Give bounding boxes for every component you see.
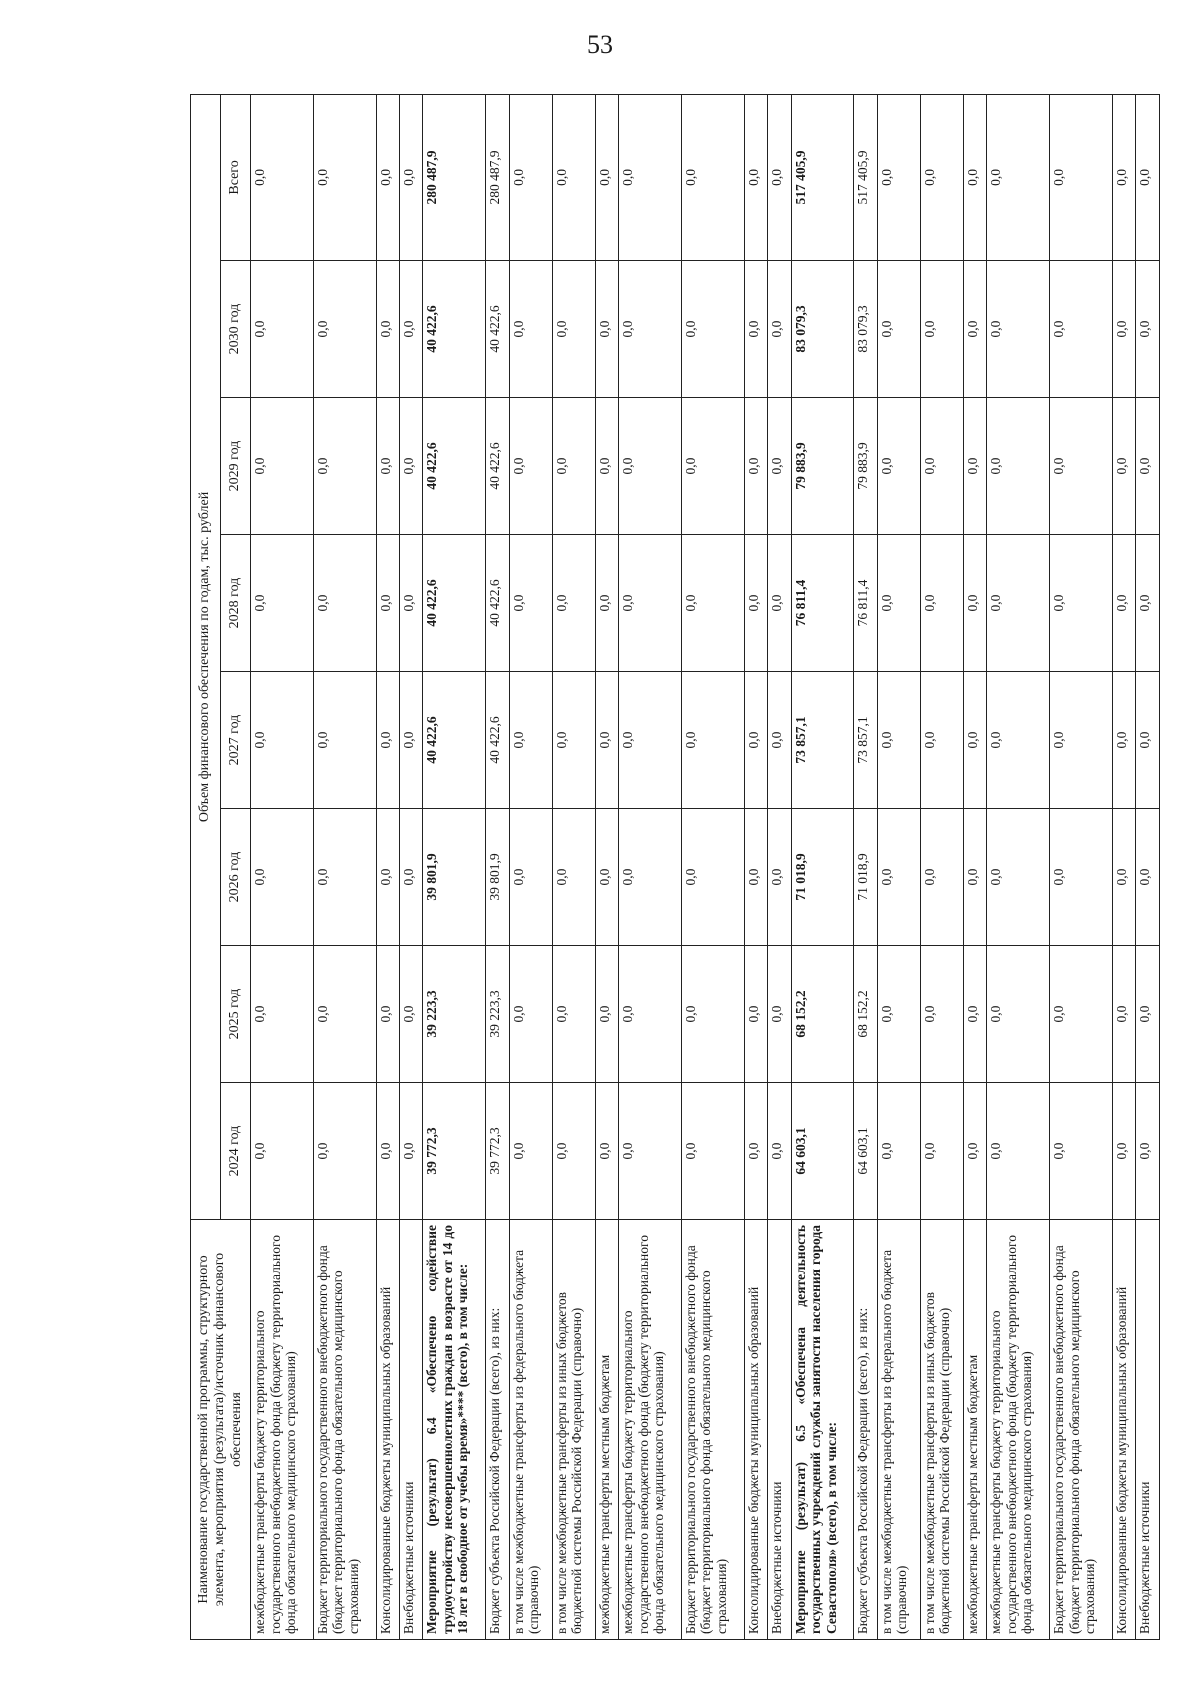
row-label: Бюджет субъекта Российской Федерации (всего), из них: [486,1220,509,1640]
cell-value: 40 422,6 [423,672,486,809]
cell-value: 0,0 [744,946,767,1083]
cell-value: 0,0 [744,398,767,535]
table-row [744,94,767,1639]
cell-value: 0,0 [768,672,791,809]
cell-value: 0,0 [1112,946,1135,1083]
row-label: межбюджетные трансферты бюджету территориального государственного внебюджетного фонда (бюджету территориального фонда обязательного медицинского страхования) [251,1220,314,1640]
row-label: Консолидированные бюджеты муниципальных образований [376,1220,399,1640]
cell-value: 40 422,6 [423,398,486,535]
row-label: в том числе межбюджетные трансферты из иных бюджетов бюджетной системы Российской Федерации (справочно) [920,1220,963,1640]
cell-value: 0,0 [509,94,552,260]
cell-value: 0,0 [595,946,618,1083]
cell-value: 0,0 [376,398,399,535]
cell-value: 0,0 [768,398,791,535]
cell-value: 0,0 [552,261,595,398]
cell-value: 0,0 [552,1083,595,1220]
cell-value: 0,0 [920,946,963,1083]
rotated-table-container [190,95,1160,1640]
cell-value: 0,0 [1136,261,1160,398]
cell-value: 0,0 [744,94,767,260]
cell-value: 64 603,1 [854,1083,877,1220]
cell-value: 0,0 [768,94,791,260]
cell-value: 0,0 [1050,672,1113,809]
cell-value: 0,0 [399,672,422,809]
cell-value: 0,0 [1112,672,1135,809]
cell-value: 0,0 [376,535,399,672]
cell-value: 0,0 [987,672,1050,809]
table-row [399,94,422,1639]
header-year: 2028 год [221,535,251,672]
budget-table [190,94,1160,1640]
header-year: Всего [221,94,251,260]
row-label: в том числе межбюджетные трансферты из федерального бюджета (справочно) [509,1220,552,1640]
table-row [423,94,486,1639]
cell-value: 0,0 [619,94,682,260]
cell-value: 0,0 [595,535,618,672]
row-label: Бюджет территориального государственного внебюджетного фонда (бюджет территориального фонда обязательного медицинского страхования) [313,1220,376,1640]
cell-value: 0,0 [681,809,744,946]
cell-value: 0,0 [1136,1083,1160,1220]
cell-value: 39 772,3 [423,1083,486,1220]
cell-value: 0,0 [313,535,376,672]
cell-value: 0,0 [920,535,963,672]
cell-value: 0,0 [768,261,791,398]
cell-value: 0,0 [251,261,314,398]
cell-value: 0,0 [399,946,422,1083]
cell-value: 0,0 [877,94,920,260]
cell-value: 39 772,3 [486,1083,509,1220]
cell-value: 0,0 [399,261,422,398]
table-row [1136,94,1160,1639]
cell-value: 0,0 [399,1083,422,1220]
cell-value: 0,0 [399,535,422,672]
cell-value: 0,0 [963,672,986,809]
cell-value: 0,0 [963,94,986,260]
cell-value: 0,0 [987,946,1050,1083]
cell-value: 0,0 [509,946,552,1083]
table-row [877,94,920,1639]
row-label: Бюджет территориального государственного внебюджетного фонда (бюджет территориального фонда обязательного медицинского страхования) [681,1220,744,1640]
cell-value: 0,0 [963,398,986,535]
table-body [251,94,1160,1639]
cell-value: 71 018,9 [791,809,854,946]
cell-value: 40 422,6 [486,535,509,672]
table-row [619,94,682,1639]
cell-value: 0,0 [1136,535,1160,672]
cell-value: 0,0 [399,398,422,535]
cell-value: 76 811,4 [854,535,877,672]
cell-value: 39 801,9 [423,809,486,946]
cell-value: 0,0 [920,261,963,398]
cell-value: 0,0 [920,672,963,809]
header-volume: Объем финансового обеспечения по годам, тыс. рублей [191,94,221,1219]
cell-value: 0,0 [963,809,986,946]
row-label: Бюджет субъекта Российской Федерации (всего), из них: [854,1220,877,1640]
cell-value: 0,0 [681,398,744,535]
header-year: 2025 год [221,946,251,1083]
cell-value: 0,0 [251,94,314,260]
row-label: межбюджетные трансферты бюджету территориального государственного внебюджетного фонда (бюджету территориального фонда обязательного медицинского страхования) [987,1220,1050,1640]
row-label: в том числе межбюджетные трансферты из иных бюджетов бюджетной системы Российской Федерации (справочно) [552,1220,595,1640]
header-year: 2024 год [221,1083,251,1220]
row-label: Бюджет территориального государственного внебюджетного фонда (бюджет территориального фонда обязательного медицинского страхования) [1050,1220,1113,1640]
row-label: Внебюджетные источники [1136,1220,1160,1640]
cell-value: 0,0 [1112,1083,1135,1220]
cell-value: 0,0 [877,261,920,398]
cell-value: 64 603,1 [791,1083,854,1220]
table-row [1112,94,1135,1639]
row-label: Консолидированные бюджеты муниципальных образований [1112,1220,1135,1640]
cell-value: 0,0 [877,398,920,535]
table-row [681,94,744,1639]
row-label: межбюджетные трансферты бюджету территориального государственного внебюджетного фонда (бюджету территориального фонда обязательного медицинского страхования) [619,1220,682,1640]
table-row [486,94,509,1639]
cell-value: 0,0 [987,1083,1050,1220]
table-row [1050,94,1113,1639]
cell-value: 0,0 [681,535,744,672]
cell-value: 280 487,9 [486,94,509,260]
header-year: 2029 год [221,398,251,535]
table-row [552,94,595,1639]
cell-value: 79 883,9 [854,398,877,535]
cell-value: 0,0 [681,1083,744,1220]
cell-value: 0,0 [251,1083,314,1220]
cell-value: 0,0 [1050,809,1113,946]
cell-value: 40 422,6 [486,398,509,535]
cell-value: 0,0 [963,261,986,398]
cell-value: 0,0 [768,1083,791,1220]
cell-value: 0,0 [1112,261,1135,398]
cell-value: 0,0 [619,809,682,946]
cell-value: 0,0 [552,398,595,535]
cell-value: 0,0 [619,1083,682,1220]
cell-value: 0,0 [313,398,376,535]
cell-value: 71 018,9 [854,809,877,946]
cell-value: 68 152,2 [791,946,854,1083]
cell-value: 0,0 [509,672,552,809]
cell-value: 0,0 [619,398,682,535]
cell-value: 0,0 [987,398,1050,535]
cell-value: 0,0 [744,1083,767,1220]
cell-value: 0,0 [552,94,595,260]
cell-value: 0,0 [509,1083,552,1220]
cell-value: 73 857,1 [791,672,854,809]
cell-value: 0,0 [595,809,618,946]
cell-value: 0,0 [251,672,314,809]
cell-value: 0,0 [744,261,767,398]
cell-value: 68 152,2 [854,946,877,1083]
cell-value: 0,0 [509,398,552,535]
cell-value: 0,0 [619,672,682,809]
cell-value: 0,0 [619,946,682,1083]
cell-value: 0,0 [920,1083,963,1220]
row-label: Консолидированные бюджеты муниципальных образований [744,1220,767,1640]
cell-value: 0,0 [920,94,963,260]
cell-value: 0,0 [313,1083,376,1220]
cell-value: 0,0 [313,261,376,398]
row-label: Внебюджетные источники [768,1220,791,1640]
cell-value: 0,0 [1136,398,1160,535]
table-row [920,94,963,1639]
cell-value: 0,0 [744,809,767,946]
cell-value: 0,0 [768,809,791,946]
header-year: 2030 год [221,261,251,398]
cell-value: 0,0 [595,672,618,809]
cell-value: 0,0 [877,1083,920,1220]
cell-value: 0,0 [251,946,314,1083]
cell-value: 0,0 [376,809,399,946]
cell-value: 40 422,6 [486,672,509,809]
cell-value: 0,0 [877,535,920,672]
cell-value: 0,0 [619,535,682,672]
cell-value: 0,0 [681,672,744,809]
cell-value: 0,0 [619,261,682,398]
row-label: Мероприятие (результат) 6.5 «Обеспечена деятельность государственных учреждений службы занятости населения города Севастополя» (всего), в том числе: [791,1220,854,1640]
cell-value: 0,0 [1136,672,1160,809]
cell-value: 0,0 [987,94,1050,260]
cell-value: 0,0 [376,261,399,398]
cell-value: 0,0 [877,809,920,946]
cell-value: 76 811,4 [791,535,854,672]
cell-value: 0,0 [595,1083,618,1220]
cell-value: 0,0 [963,946,986,1083]
table-row [963,94,986,1639]
cell-value: 0,0 [251,809,314,946]
cell-value: 0,0 [313,946,376,1083]
cell-value: 0,0 [509,809,552,946]
cell-value: 0,0 [1050,398,1113,535]
cell-value: 0,0 [768,535,791,672]
cell-value: 0,0 [681,946,744,1083]
row-label: Внебюджетные источники [399,1220,422,1640]
cell-value: 0,0 [987,809,1050,946]
table-header [191,94,251,1639]
cell-value: 40 422,6 [423,535,486,672]
row-label: Мероприятие (результат) 6.4 «Обеспечено содействие трудоустройству несовершеннолетних граждан в возрасте от 14 до 18 лет в свободное от учебы время»**** (всего), в том числе: [423,1220,486,1640]
cell-value: 0,0 [376,94,399,260]
cell-value: 83 079,3 [791,261,854,398]
cell-value: 0,0 [251,398,314,535]
cell-value: 0,0 [595,261,618,398]
cell-value: 0,0 [509,535,552,672]
cell-value: 0,0 [313,672,376,809]
table-row [768,94,791,1639]
cell-value: 0,0 [681,94,744,260]
cell-value: 0,0 [552,809,595,946]
cell-value: 0,0 [509,261,552,398]
cell-value: 0,0 [552,535,595,672]
cell-value: 0,0 [920,809,963,946]
row-label: межбюджетные трансферты местным бюджетам [963,1220,986,1640]
cell-value: 0,0 [963,1083,986,1220]
cell-value: 0,0 [768,946,791,1083]
cell-value: 83 079,3 [854,261,877,398]
cell-value: 0,0 [1112,398,1135,535]
cell-value: 0,0 [987,261,1050,398]
row-label: в том числе межбюджетные трансферты из федерального бюджета (справочно) [877,1220,920,1640]
cell-value: 0,0 [987,535,1050,672]
cell-value: 0,0 [1050,1083,1113,1220]
cell-value: 0,0 [920,398,963,535]
header-year: 2027 год [221,672,251,809]
cell-value: 39 223,3 [423,946,486,1083]
cell-value: 0,0 [595,398,618,535]
table-row [791,94,854,1639]
cell-value: 0,0 [399,94,422,260]
cell-value: 73 857,1 [854,672,877,809]
cell-value: 0,0 [399,809,422,946]
header-year: 2026 год [221,809,251,946]
table-row [854,94,877,1639]
cell-value: 0,0 [1112,535,1135,672]
cell-value: 0,0 [744,535,767,672]
cell-value: 0,0 [251,535,314,672]
cell-value: 0,0 [744,672,767,809]
cell-value: 517 405,9 [791,94,854,260]
cell-value: 0,0 [1112,809,1135,946]
cell-value: 79 883,9 [791,398,854,535]
cell-value: 0,0 [376,672,399,809]
table-row [376,94,399,1639]
cell-value: 0,0 [1050,535,1113,672]
cell-value: 40 422,6 [423,261,486,398]
cell-value: 0,0 [1050,946,1113,1083]
cell-value: 517 405,9 [854,94,877,260]
page-number: 53 [587,30,613,59]
cell-value: 0,0 [1050,94,1113,260]
cell-value: 0,0 [376,1083,399,1220]
table-row [251,94,314,1639]
cell-value: 0,0 [595,94,618,260]
table-row [313,94,376,1639]
cell-value: 0,0 [1136,809,1160,946]
cell-value: 0,0 [376,946,399,1083]
header-name-column: Наименование государственной программы, структурного элемента, мероприятия (результата)/источник финансового обеспечения [191,1220,251,1640]
cell-value: 40 422,6 [486,261,509,398]
cell-value: 0,0 [877,672,920,809]
cell-value: 0,0 [313,94,376,260]
cell-value: 0,0 [1136,94,1160,260]
row-label: межбюджетные трансферты местным бюджетам [595,1220,618,1640]
cell-value: 0,0 [1136,946,1160,1083]
cell-value: 0,0 [313,809,376,946]
table-row [509,94,552,1639]
cell-value: 39 801,9 [486,809,509,946]
cell-value: 39 223,3 [486,946,509,1083]
cell-value: 0,0 [877,946,920,1083]
cell-value: 0,0 [1050,261,1113,398]
cell-value: 0,0 [1112,94,1135,260]
table-row [987,94,1050,1639]
cell-value: 0,0 [552,672,595,809]
cell-value: 0,0 [963,535,986,672]
cell-value: 0,0 [552,946,595,1083]
table-row [595,94,618,1639]
cell-value: 0,0 [681,261,744,398]
cell-value: 280 487,9 [423,94,486,260]
